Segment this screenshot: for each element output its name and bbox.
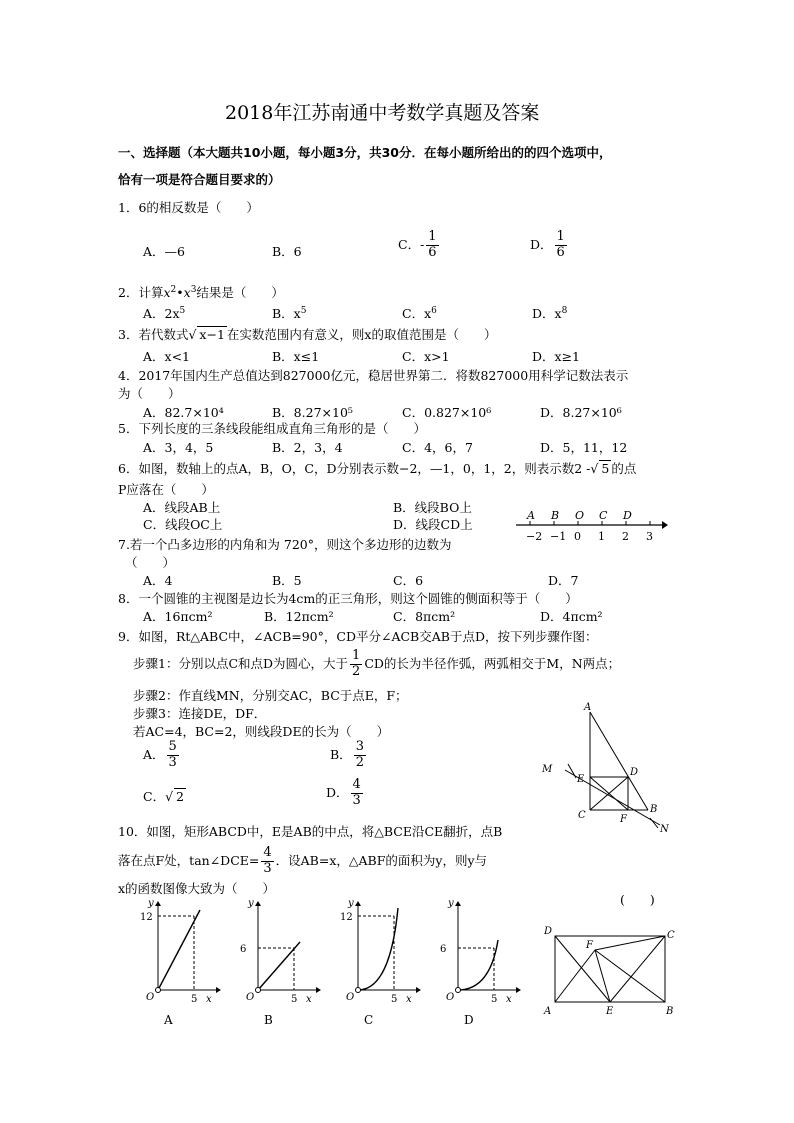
x-tick-label: 5 [391, 994, 398, 1005]
q5-option-c: C．4，6，7 [402, 440, 473, 455]
label-d: D [630, 767, 639, 778]
label-a: A [544, 1006, 552, 1017]
tick-label: 2 [622, 530, 629, 543]
graph-b [240, 898, 321, 1027]
graph-d [440, 898, 521, 1027]
q6-option-b: B．线段BO上 [393, 500, 472, 515]
origin-label: O [246, 992, 255, 1003]
q2-stem: 2．计算$x^2•x^3$结果是（ ） [118, 284, 284, 300]
label-f: F [620, 814, 627, 825]
x-axis-label: x [506, 994, 512, 1005]
q7-option-d: D．7 [548, 573, 579, 588]
graph-a [140, 898, 221, 1027]
q8-stem: 8．一个圆锥的主视图是边长为4cm的正三角形，则这个圆锥的侧面积等于（ ） [118, 591, 578, 606]
segment-af [555, 950, 595, 1002]
q3-option-b: B．x≤1 [272, 349, 320, 364]
label-b: B [666, 1006, 674, 1017]
graph-label: D [464, 1013, 474, 1027]
y-axis-label: y [348, 898, 354, 909]
q6-option-d: D．线段CD上 [393, 517, 473, 532]
q4-option-b: B．8.27×10⁵ [272, 405, 353, 420]
y-tick-label: 12 [140, 912, 153, 923]
q4-stem: 4．2017年国内生产总值达到827000亿元，稳居世界第二．将数827000用科学记数法表示 [118, 368, 629, 383]
q7-stem: 7.若一个凸多边形的内角和为 720°，则这个多边形的边数为 [118, 537, 452, 552]
q6-option-c: C．线段OC上 [143, 517, 223, 532]
tick-label: 3 [646, 530, 653, 543]
point-label: B [551, 509, 560, 522]
q1-option-c: C．- $\frac{1}{6}$ [398, 229, 437, 260]
q10-stem-cont: 落在点F处，tan∠DCE= $\frac{4}{3}$ ．设AB=x，△ABF的面积为y，则y与 [118, 845, 487, 876]
point-label: A [527, 509, 535, 522]
graph-label: A [164, 1013, 173, 1027]
origin-label: O [446, 992, 455, 1003]
tick-label: −1 [550, 530, 567, 543]
q2-option-b: B．$x^5$ [272, 305, 307, 321]
segment-fb [595, 950, 665, 1002]
q3-stem: 3．若代数式√ x−1 在实数范围内有意义，则x的取值范围是（ ） [118, 327, 497, 342]
q7-option-b: B．5 [272, 573, 302, 588]
origin-label: O [346, 992, 355, 1003]
q9-option-b: B． $\frac{3}{2}$ [330, 739, 364, 770]
point-label: C [599, 509, 608, 522]
q3-option-d: D．x≥1 [532, 349, 580, 364]
rect-abcd [555, 936, 665, 1002]
graph-c [340, 898, 421, 1027]
q5-stem: 5．下列长度的三条线段能组成直角三角形的是（ ） [118, 421, 426, 436]
q5-option-d: D．5，11，12 [540, 440, 628, 455]
graph-label: C [364, 1013, 374, 1027]
label-c: C [667, 930, 675, 941]
y-axis-label: y [148, 898, 154, 909]
q7-option-a: A．4 [143, 573, 173, 588]
label-m: M [542, 764, 553, 775]
section-heading: 一、选择题（本大题共10小题，每小题3分，共30分．在每小题所给出的的四个选项中， [118, 145, 612, 160]
q8-option-c: C．8πcm² [393, 609, 456, 624]
function-graphs [130, 898, 540, 1028]
label-a: A [584, 702, 592, 713]
y-tick-label: 6 [240, 944, 247, 955]
label-e: E [577, 774, 585, 785]
page-title: 2018年江苏南通中考数学真题及答案 [225, 102, 540, 124]
q3-option-c: C．x>1 [402, 349, 450, 364]
q1-option-a: A．—6 [143, 244, 185, 259]
point-label: D [623, 509, 632, 522]
q4-option-c: C．0.827×10⁶ [402, 405, 492, 420]
q4-option-a: A．82.7×10⁴ [143, 405, 224, 420]
label-f: F [586, 940, 593, 951]
y-tick-label: 12 [340, 912, 353, 923]
side-ab [590, 712, 648, 810]
tick-label: 1 [598, 530, 605, 543]
section-heading-cont: 恰有一项是符合题目要求的） [118, 172, 281, 187]
q9-option-c: C．√ 2 [143, 789, 184, 804]
q6-option-a: A．线段AB上 [143, 500, 221, 515]
triangle-figure [540, 700, 680, 840]
q8-option-a: A．16πcm² [143, 609, 213, 624]
function-curve [358, 908, 398, 990]
q3-option-a: A．x<1 [143, 349, 191, 364]
label-n: N [660, 824, 669, 835]
q4-option-d: D．8.27×10⁶ [540, 405, 622, 420]
segment-fe [595, 950, 610, 1002]
segment-de [555, 936, 610, 1002]
label-d: D [544, 926, 553, 937]
q9-step1: 步骤1：分别以点C和点D为圆心，大于 $\frac{1}{2}$ CD的长为半径作弧，两弧相交于M，N两点； [133, 648, 621, 679]
q2-option-c: C．$x^6$ [402, 305, 437, 321]
q7-option-c: C．6 [393, 573, 424, 588]
q10-paren: ( ) [620, 892, 655, 907]
q9-step3: 步骤3：连接DE，DF． [133, 706, 267, 721]
arc-m [568, 764, 576, 778]
q7-stem-cont: （ ） [125, 555, 176, 570]
origin-label: O [146, 992, 155, 1003]
q9-stem: 9．如图，Rt△ABC中，∠ACB=90°，CD平分∠ACB交AB于点D，按下列步骤作图： [118, 629, 598, 644]
q8-option-d: D．4πcm² [540, 609, 603, 624]
q10-stem: 10．如图，矩形ABCD中，E是AB的中点，将△BCE沿CE翻折，点B [118, 824, 503, 839]
x-axis-label: x [406, 994, 412, 1005]
graph-label: B [264, 1013, 273, 1027]
x-tick-label: 5 [491, 994, 498, 1005]
q1-option-d: D． $\frac{1}{6}$ [530, 229, 565, 260]
number-line-figure [508, 508, 668, 544]
q5-option-b: B．2，3，4 [272, 440, 343, 455]
x-axis-label: x [206, 994, 212, 1005]
y-axis-label: y [248, 898, 254, 909]
label-e: E [606, 1006, 614, 1017]
x-tick-label: 5 [191, 994, 198, 1005]
q9-option-d: D． $\frac{4}{3}$ [326, 777, 361, 808]
number-line-arrow [662, 521, 668, 529]
q9-option-a: A． $\frac{5}{3}$ [143, 739, 177, 770]
x-axis-label: x [306, 994, 312, 1005]
q6-stem-cont: P应落在（ ） [118, 482, 214, 497]
q2-option-a: A．$2x^5$ [143, 305, 186, 321]
q4-stem-cont: 为（ ） [118, 386, 181, 401]
point-label: O [575, 509, 585, 522]
q5-option-a: A．3，4，5 [143, 440, 214, 455]
x-tick-label: 5 [291, 994, 298, 1005]
q10-stem-cont2: x的函数图像大致为（ ） [118, 881, 276, 896]
q1-stem: 1．6的相反数是（ ） [118, 200, 259, 215]
q1-option-b: B．6 [272, 244, 302, 259]
y-axis-label: y [448, 898, 454, 909]
label-b: B [650, 804, 658, 815]
q9-condition: 若AC=4，BC=2，则线段DE的长为（ ） [133, 724, 390, 739]
q9-step2: 步骤2：作直线MN，分别交AC，BC于点E，F； [133, 688, 408, 703]
rectangle-figure [540, 920, 680, 1020]
segment-ec [610, 936, 665, 1002]
label-c: C [578, 810, 586, 821]
q8-option-b: B．12πcm² [264, 609, 334, 624]
tick-label: 0 [574, 530, 581, 543]
y-tick-label: 6 [440, 944, 447, 955]
q2-option-d: D．$x^8$ [532, 305, 568, 321]
tick-label: −2 [526, 530, 543, 543]
q6-stem: 6．如图，数轴上的点A，B，O，C，D分别表示数−2，—1，0，1，2，则表示数2 -√ 5 的点 [118, 461, 637, 476]
